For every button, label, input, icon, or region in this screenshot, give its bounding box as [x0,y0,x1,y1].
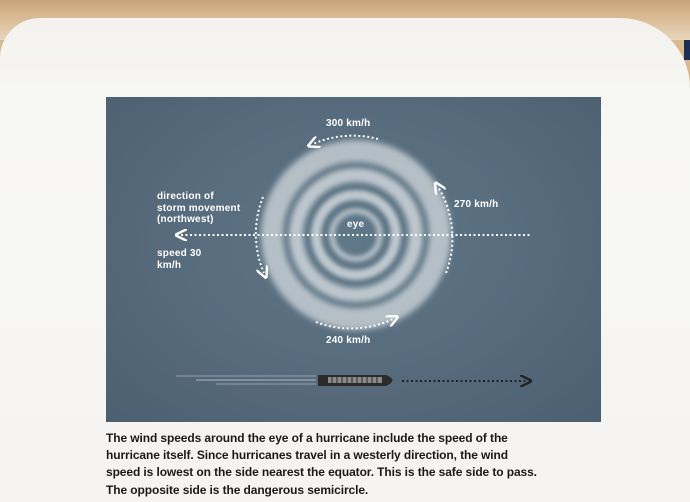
eye-label: eye [347,219,365,230]
storm-speed-label: speed 30 km/h [157,248,202,271]
hurricane-rings [272,151,440,319]
hurricane-figure [106,97,601,422]
top-speed-label: 300 km/h [326,118,371,129]
direction-label: direction of storm movement (northwest) [157,191,241,225]
bottom-speed-label: 240 km/h [326,335,371,346]
ship-icon [318,375,393,386]
right-speed-label: 270 km/h [454,199,499,210]
page-edge-mark [684,40,690,60]
ship-wake [176,376,316,384]
figure-caption: The wind speeds around the eye of a hurricane include the speed of the hurricane itself. Since hurricanes travel in a westerly direction, the wind speed is lowest on the side nearest the equator. This is the safe side to pass. The opposite side is the dangerous semicircle. [106,431,537,497]
